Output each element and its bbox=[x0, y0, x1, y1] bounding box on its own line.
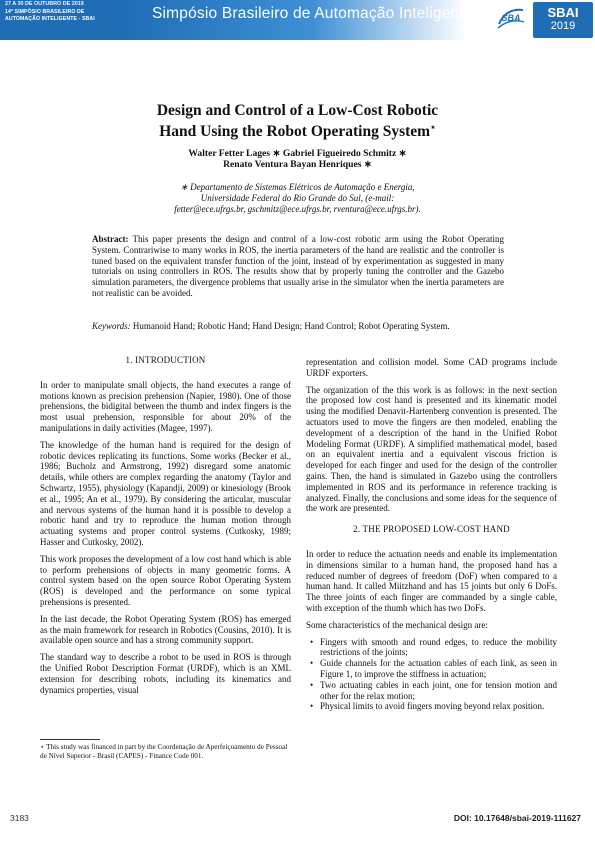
conference-banner bbox=[0, 0, 595, 40]
design-characteristics-list bbox=[306, 637, 557, 713]
page-number: 3183 bbox=[10, 813, 29, 823]
sba-logo-text: SBA bbox=[501, 13, 521, 23]
event-line-1: 14º SIMPÓSIO BRASILEIRO DE bbox=[5, 9, 85, 16]
title-footnote-mark: ⋆ bbox=[430, 122, 436, 132]
sbai-logo-name: SBAI bbox=[547, 5, 579, 20]
affiliation-line-1: ∗ Departamento de Sistemas Elétricos de Automação e Energia, bbox=[180, 182, 415, 192]
list-item: • Guide channels for the actuation cables of each link, as seen in Figure 1, to improve the stiffness in actuation; bbox=[320, 658, 557, 680]
left-column bbox=[40, 355, 291, 701]
paragraph: This work proposes the development of a low cost hand which is able to perform prehensions of objects in many geometric forms. A control system based on the open source Robot Operating System (ROS) is developed and the performance on some typical prehensions is presented. bbox=[40, 553, 291, 607]
section-heading-proposed-hand: 2. THE PROPOSED LOW-COST HAND bbox=[353, 524, 510, 535]
section-heading-introduction: 1. INTRODUCTION bbox=[125, 355, 206, 365]
footnote-rule bbox=[40, 739, 100, 740]
paragraph: representation and collision model. Some CAD programs include URDF exporters. bbox=[306, 357, 557, 378]
paragraph: The knowledge of the human hand is required for the design of robotic devices replicating its functions. Some works (Becker et al., 1986; Bucholz and Armstrong, 1992) disregard some anatomic details, while others are complex regarding the anatomy (Taylor and Schwartz, 1955), physiology (Kapandji, 2009) or kinesiology (Brook et al., 1995; An et al., 1979). By considering the articular, muscular and nervous systems of the human hand it is possible to develop a robotic hand and try to reproduce the human motion through actuating systems and proper control systems (Cutkosky, 1989; Hasser and Cutkosky, 2002). bbox=[40, 439, 291, 547]
authors-line-1: Walter Fetter Lages ∗ Gabriel Figueiredo Schmitz ∗ bbox=[188, 148, 407, 159]
paragraph: In the last decade, the Robot Operating System (ROS) has emerged as the main framework for research in Robotics (Cousins, 2010). It is available open source and has a strong community support. bbox=[40, 613, 291, 646]
abstract-label: Abstract: bbox=[92, 234, 129, 244]
event-date: 27 A 30 DE OUTUBRO DE 2019 bbox=[5, 1, 84, 7]
title-line-1: Design and Control of a Low-Cost Robotic bbox=[156, 102, 439, 119]
affiliation bbox=[0, 182, 595, 215]
event-line-2: AUTOMAÇÃO INTELIGENTE - SBAI bbox=[5, 15, 95, 22]
paragraph: In order to reduce the actuation needs and enable its implementation in dimensions similar to a human hand, the proposed hand has a reduced number of degrees of freedom (DoF) when compared to a human hand. It called Miitzhand and has 15 joints but only 6 DoFs. The three joints of each finger are commanded by a single cable, with exception of the thumb which has two DoFs. bbox=[306, 548, 557, 613]
footnote: ⋆ This study was financed in part by the Coordenação de Aperfeiçoamento de Pessoal de Nível Superior - Brasil (CAPES) - Finance Code 001. bbox=[40, 743, 288, 760]
list-item: • Physical limits to avoid fingers moving beyond relax position. bbox=[320, 701, 557, 712]
affiliation-line-3: fetter@ece.ufrgs.br, gschmitz@ece.ufrgs.br, rventura@ece.ufrgs.br). bbox=[174, 204, 421, 214]
author-list bbox=[0, 148, 595, 170]
paragraph: The organization of the this work is as follows: in the next section the proposed low cost hand is presented and its kinematic model using the modified Denavit-Hartenberg convention is presented. The actuators used to move the fingers are then modeled, enabling the development of a description of the hand in the Unified Robot Modeling Format (URDF). A simplified mathematical model, based on an equivalent inertia and a equivalent viscous friction is developed for each finger and used for the design of the controller gains. Then, the hand is simulated in Gazebo using the controllers implemented in ROS and its performance in reference tracking is analyzed. Finally, the conclusions and some ideas for the sequence of the work are presented. bbox=[306, 384, 557, 514]
list-item: • Fingers with smooth and round edges, to reduce the mobility restrictions of the joints; bbox=[320, 637, 557, 659]
title-line-2 bbox=[0, 119, 595, 140]
affiliation-line-2: Universidade Federal do Rio Grande do Sul, (e-mail: bbox=[200, 193, 395, 203]
title-line-2-text: Hand Using the Robot Operating System bbox=[159, 123, 431, 141]
keywords-text: Humanoid Hand; Robotic Hand; Hand Design; Hand Control; Robot Operating System. bbox=[132, 321, 450, 331]
keywords-label: Keywords: bbox=[92, 321, 131, 331]
sbai-logo bbox=[533, 2, 593, 38]
authors-line-2: Renato Ventura Bayan Henriques ∗ bbox=[223, 159, 372, 170]
keywords bbox=[92, 321, 504, 332]
paragraph: The standard way to describe a robot to be used in ROS is through the Unified Robot Description Format (URDF), which is an XML extension for describing robots, including its kinematics and dynamics properties, visual bbox=[40, 652, 291, 695]
paragraph: In order to manipulate small objects, the hand executes a range of motions known as precision prehension (Napier, 1980). One of those prehensions, the bidigital between the thumb and index fingers is the most usual prehension, responsible for about 20% of the manipulations in daily activities (Magee, 1997). bbox=[40, 379, 291, 433]
banner-title: Simpósio Brasileiro de Automação Inteligente bbox=[152, 5, 473, 22]
sba-logo-icon bbox=[496, 4, 526, 32]
paper-title bbox=[0, 102, 595, 140]
doi-link[interactable]: DOI: 10.17648/sbai-2019-111627 bbox=[453, 813, 581, 823]
paragraph: Some characteristics of the mechanical design are: bbox=[306, 619, 488, 630]
abstract-text: This paper presents the design and control of a low-cost robotic arm using the Robot Operating System. Contrariwise to many works in ROS, the inertia parameters of the hand are realistic and the controller is tuned based on the equivalent transfer function of the joint, instead of by experimentation as suggested in many tutorials on using controllers in ROS. The results show that by properly tuning the controller and the Gazebo simulation parameters, the divergence problems that usually arise in the simulator when the inertia parameters are not realistic can be avoided. bbox=[92, 234, 504, 298]
sbai-logo-year: 2019 bbox=[550, 20, 576, 32]
event-info bbox=[0, 0, 122, 40]
list-item: • Two actuating cables in each joint, one for tension motion and other for the relax motion; bbox=[320, 680, 557, 702]
right-column bbox=[306, 357, 557, 712]
abstract bbox=[92, 234, 504, 299]
